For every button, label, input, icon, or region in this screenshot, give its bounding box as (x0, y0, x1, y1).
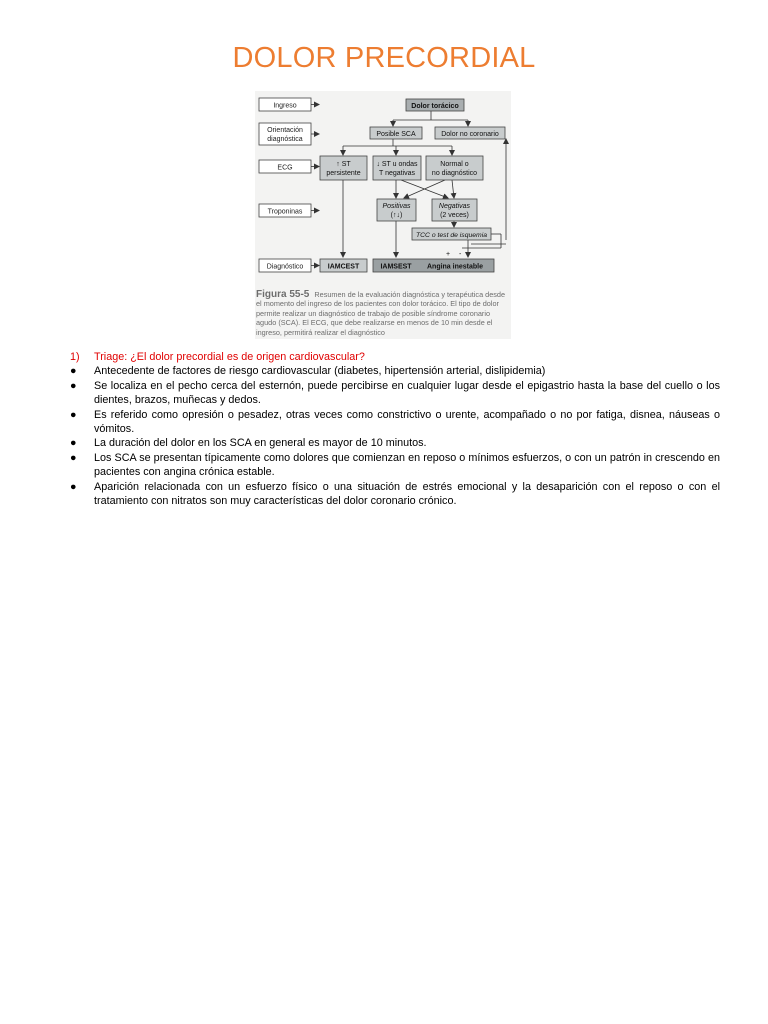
bullet-text: La duración del dolor en los SCA en general es mayor de 10 minutos. (94, 437, 427, 450)
flowchart-figure (255, 91, 511, 339)
bullet-text: Los SCA se presentan típicamente como dolores que comienzan en reposo o mínimos esfuerzos, o con un patrón in crescendo en pacientes con angina crónica estable. (94, 451, 720, 479)
box-iamsest-angina (373, 259, 494, 272)
box-posible-sca (370, 127, 422, 139)
figure-caption-label: Figura 55-5 (256, 289, 310, 300)
box-st-ondas (373, 156, 421, 180)
left-label-ingreso-text: Ingreso (273, 102, 297, 110)
box-posible-sca-text: Posible SCA (376, 131, 416, 138)
bullet-item (70, 364, 720, 378)
box-iamcest-text: IAMCEST (327, 263, 360, 271)
page-title: DOLOR PRECORDIAL (232, 42, 536, 74)
left-label-diagnostico (259, 259, 311, 272)
minus-sign: - (459, 251, 462, 258)
bullet-item (70, 451, 720, 480)
box-normal-line1: Normal o (440, 161, 469, 168)
left-label-ecg-text: ECG (277, 164, 293, 172)
bullet-marker: ● (70, 480, 77, 493)
left-label-troponinas (259, 204, 311, 217)
bullet-text: Se localiza en el pecho cerca del esternón, puede percibirse en cualquier lugar desde el epigastrio hasta la base del cuello o los dientes, brazos, muñecas y dedos. (94, 379, 720, 407)
box-positivas-line2: (↑↓) (390, 212, 403, 219)
bullet-marker: ● (70, 365, 77, 378)
bullet-item (70, 379, 720, 408)
box-negativas-line2: (2 veces) (440, 212, 469, 219)
left-label-diagnostico-text: Diagnóstico (266, 263, 304, 271)
figure-caption (256, 290, 510, 337)
box-normal (426, 156, 483, 180)
bullet-text: Es referido como opresión o pesadez, otras veces como constrictivo o urente, acompañado o no por fatiga, disnea, náuseas o vómitos. (94, 408, 720, 436)
bullet-item (70, 408, 720, 437)
left-label-orientacion-line1: Orientación (267, 127, 303, 134)
flowchart-diagram (255, 91, 511, 291)
box-dolor-no-coronario-text: Dolor no coronario (441, 131, 499, 138)
box-negativas-line1: Negativas (438, 203, 471, 210)
box-st-persistente (320, 156, 367, 180)
box-normal-line2: no diagnóstico (431, 170, 478, 177)
bullet-marker: ● (70, 437, 77, 450)
box-tcc (412, 228, 491, 240)
numbered-item-triage (70, 350, 720, 364)
box-st-ondas-line2: T negativas (378, 170, 416, 177)
box-dolor-toracico-text: Dolor torácico (411, 103, 459, 110)
left-label-troponinas-text: Troponinas (267, 208, 303, 216)
box-positivas (377, 199, 416, 221)
left-label-ingreso (259, 98, 311, 111)
box-positivas-line1: Positivas (382, 203, 411, 210)
content-list (70, 350, 720, 508)
bullet-text: Antecedente de factores de riesgo cardiovascular (diabetes, hipertensión arterial, dislipidemia) (94, 365, 546, 378)
figure-caption-text: Resumen de la evaluación diagnóstica y terapéutica desde el momento del ingreso de los pacientes con dolor torácico. El tipo de dolor permite realizar un diagnóstico de trabajo de posible síndrome coronario agudo (SCA). El ECG, que debe realizarse en menos de 10 min desde el ingreso, permitirá realizar el diagnóstico (256, 290, 506, 337)
bullet-marker: ● (70, 408, 77, 421)
box-negativas (432, 199, 477, 221)
bullet-item (70, 436, 720, 450)
bullet-text: Aparición relacionada con un esfuerzo físico o una situación de estrés emocional y la desaparición con el reposo o con el tratamiento con nitratos son muy características del dolor coronario crónico. (94, 480, 720, 508)
box-st-ondas-line1: ↓ ST u ondas (376, 161, 418, 168)
box-angina-text: Angina inestable (426, 263, 484, 271)
box-st-persistente-line2: persistente (326, 170, 361, 177)
plus-sign: + (446, 251, 451, 258)
box-st-persistente-line1: ↑ ST (336, 161, 351, 168)
left-label-ecg (259, 160, 311, 173)
bullet-item (70, 480, 720, 509)
bullet-marker: ● (70, 379, 77, 392)
left-label-orientacion (259, 123, 311, 145)
box-iamsest-text: IAMSEST (380, 263, 412, 271)
box-tcc-text: TCC o test de isquemia (415, 232, 488, 239)
numbered-item-text: Triage: ¿El dolor precordial es de origen cardiovascular? (94, 351, 365, 363)
numbered-item-number: 1) (70, 351, 80, 363)
left-label-orientacion-line2: diagnóstica (267, 136, 303, 143)
box-dolor-no-coronario (435, 127, 505, 139)
box-dolor-toracico (406, 99, 464, 111)
bullet-marker: ● (70, 451, 77, 464)
box-iamcest (320, 259, 367, 272)
